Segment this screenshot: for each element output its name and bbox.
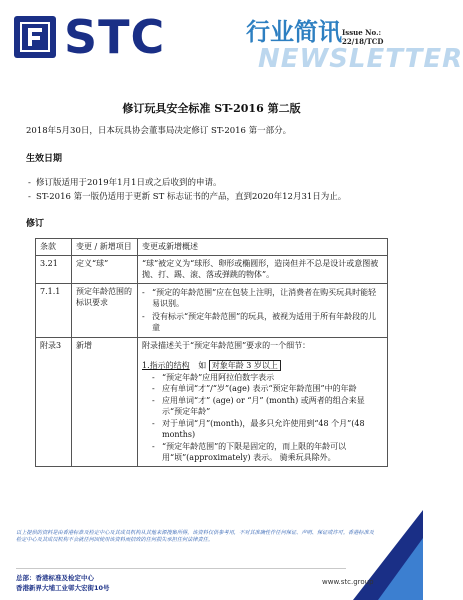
col-header-item: 变更 / 新增项目 xyxy=(72,239,138,256)
appendix-summary: 附录描述关于“预定年龄范围”要求的一个细节： xyxy=(142,340,311,350)
cell-summary xyxy=(138,283,388,337)
structure-line: 1.指示的结构 如 对象年龄 3 岁以上 xyxy=(142,360,383,372)
stc-logo-mark xyxy=(14,16,56,58)
amendment-heading: 修订 xyxy=(26,219,45,229)
amendment-table xyxy=(35,238,388,467)
footer-address-block xyxy=(16,574,110,593)
table-header-row xyxy=(36,239,388,256)
list-item: - 应有单词“才”/“岁”(age) 表示“预定年龄范围”中的年龄 xyxy=(152,384,357,393)
logo-text: STC xyxy=(64,10,166,64)
list-item: - “预定年龄范围”的下限是固定的，而上限的年龄可以用“顷”(approximately) 表示。 骑乘玩具除外。 xyxy=(152,441,347,462)
cell-clause: 附录3 xyxy=(36,337,72,466)
cell-summary: “球”被定义为“球形、卵形或椭圆形，造岗但并不总是设计或意图被抛、打、踢、滚、落或弹跳的物体”。 xyxy=(138,255,388,283)
footer-corner-light xyxy=(378,538,423,600)
cell-clause: 7.1.1 xyxy=(36,283,72,337)
table-row xyxy=(36,255,388,283)
website-link[interactable]: www.stc.group xyxy=(322,578,374,586)
cell-item: 预定年龄范围的标识要求 xyxy=(72,283,138,337)
col-header-summary: 变更或新增概述 xyxy=(138,239,388,256)
cell-item: 新增 xyxy=(72,337,138,466)
list-item: - “预定年龄”应用阿拉伯数字表示 xyxy=(152,372,275,382)
cell-item: 定义“球” xyxy=(72,255,138,283)
table-row xyxy=(36,283,388,337)
effective-item-1: - 修订版适用于2019年1月1日或之后收到的申请。 xyxy=(28,178,222,188)
effective-item-2: - ST-2016 第一版仍适用于更新 ST 标志证书的产品，直到2020年12月31日为止。 xyxy=(28,192,347,202)
disclaimer-text: 以上提供的资料是由香港标准及检定中心及其成员机构从其他来源搜集所得，该资料仅供参考用，不对其准确性作任何保证、声明、保证或许可。香港标准及检定中心及其成员机构不会就任何因使用该资料而招致的任何损失承担任何法律责任。 xyxy=(16,530,374,543)
col-header-clause: 条款 xyxy=(36,239,72,256)
article-title: 修订玩具安全标准 ST-2016 第二版 xyxy=(122,102,301,115)
intro-paragraph: 2018年5月30日，日本玩具协会董事局决定修订 ST-2016 第一部分。 xyxy=(26,126,292,136)
issue-number: Issue No.: 22/18/TCD xyxy=(342,28,384,46)
list-item: - 应用单词“才” (age) or “月” (month) 或两者的组合来显示“预定年龄” xyxy=(152,395,365,416)
org-name: 总部：香港标准及检定中心 xyxy=(16,574,94,582)
cell-summary xyxy=(138,337,388,466)
list-item: - 没有标示“预定年龄范围”的玩具，被视为适用于所有年龄段的儿童 xyxy=(142,311,377,332)
list-item: - “预定的年龄范围”应在包装上注明，让消费者在购买玩具时能轻易识别。 xyxy=(142,287,377,308)
footer-divider xyxy=(16,568,346,569)
cell-clause: 3.21 xyxy=(36,255,72,283)
list-item: - 对于单词“月”(month)，最多只允许使用到“48 个月”(48 months) xyxy=(152,418,365,439)
newsletter-title-en: NEWSLETTER xyxy=(258,44,463,74)
newsletter-header xyxy=(0,0,463,86)
example-label-box: 对象年龄 3 岁以上 xyxy=(209,360,281,371)
effective-date-heading: 生效日期 xyxy=(26,154,63,164)
org-address: 香港新界大埔工业邨大宏街10号 xyxy=(16,583,110,592)
stc-logo xyxy=(14,10,166,64)
newsletter-title-cn: 行业简讯 xyxy=(246,18,342,46)
table-row xyxy=(36,337,388,466)
